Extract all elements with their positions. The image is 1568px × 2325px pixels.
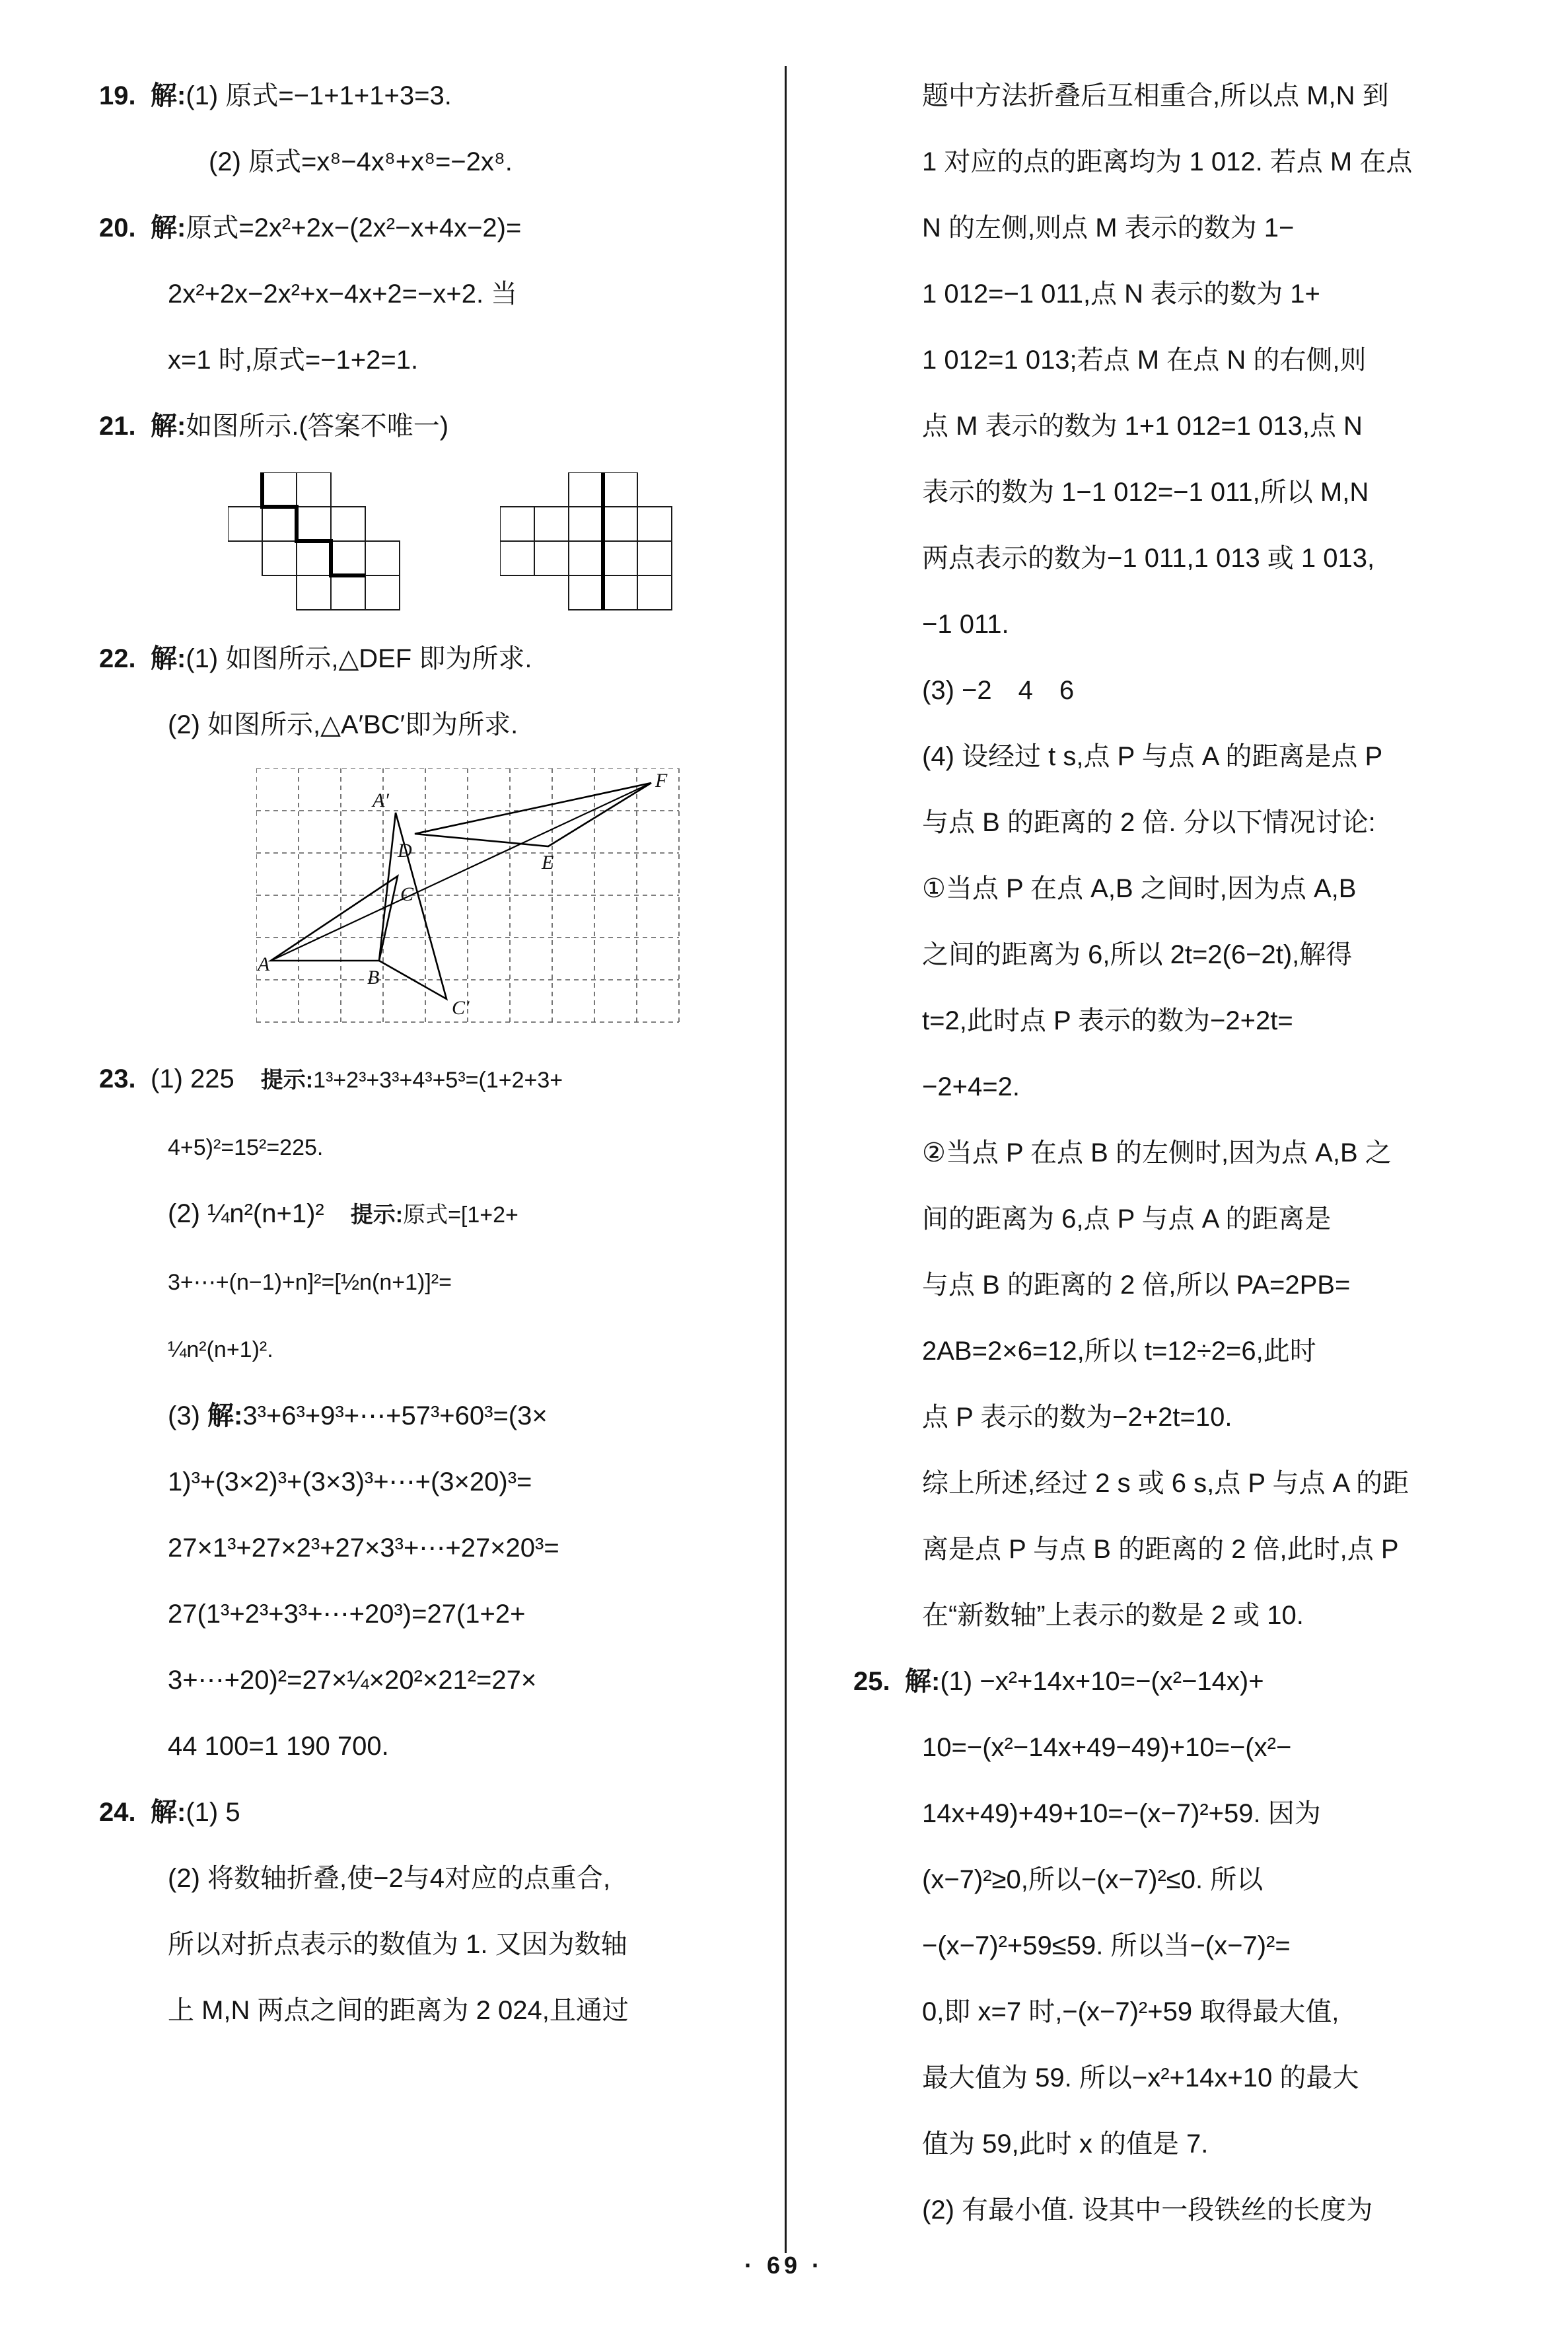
vertex-label-a: A [258, 953, 270, 975]
right-solution-line [853, 1781, 1507, 1847]
solution-text: 如图所示.(答案不唯一) [186, 412, 449, 441]
problem-number: 24. [99, 1798, 136, 1827]
problem-number: 20. [99, 213, 136, 242]
problem-number: 22. [99, 644, 136, 673]
right-solution-line [853, 1384, 1507, 1450]
left-solution-line [99, 1383, 766, 1449]
left-solution-line [99, 1113, 766, 1181]
dashed-grid-figure [256, 768, 692, 1033]
right-solution-line [853, 2111, 1507, 2177]
left-solution-line [99, 195, 766, 261]
solution-text: 与点 B 的距离的 2 倍. 分以下情况讨论: [922, 808, 1376, 837]
left-solution-line [99, 1647, 766, 1713]
solution-text: 值为 59,此时 x 的值是 7. [922, 2129, 1209, 2159]
grid-figure-right [500, 472, 673, 611]
right-solution-line [853, 1318, 1507, 1384]
triangle-def [415, 783, 651, 846]
solution-text: ②当点 P 在点 B 的左侧时,因为点 A,B 之 [922, 1138, 1392, 1167]
left-solution-line [99, 1911, 766, 1977]
solution-text: 3+⋯+(n−1)+n]²=[½n(n+1)]²= [168, 1270, 452, 1295]
solution-label: 解: [207, 1401, 243, 1430]
solution-text: 上 M,N 两点之间的距离为 2 024,且通过 [168, 1996, 629, 2025]
solution-text: (1) 如图所示,△DEF 即为所求. [186, 644, 532, 673]
problem-number: 19. [99, 81, 136, 110]
solution-text: 与点 B 的距离的 2 倍,所以 PA=2PB= [922, 1271, 1351, 1300]
column-divider [785, 66, 787, 2253]
right-solution-line [853, 1516, 1507, 1582]
solution-text: 原式=2x²+2x−(2x²−x+4x−2)= [186, 213, 522, 242]
solution-text: 表示的数为 1−1 012=−1 011,所以 M,N [922, 478, 1369, 507]
solution-text: 27(1³+2³+3³+⋯+20³)=27(1+2+ [168, 1600, 526, 1629]
right-solution-line [853, 195, 1507, 261]
problem-number: 23. [99, 1064, 136, 1093]
grid-cells [500, 472, 672, 610]
right-solution-line [853, 1913, 1507, 1979]
problem-number: 25. [853, 1667, 890, 1696]
solution-text: 之间的距离为 6,所以 2t=2(6−2t),解得 [922, 940, 1353, 969]
solution-label: 解: [151, 213, 186, 242]
solution-text: −(x−7)²+59≤59. 所以当−(x−7)²= [922, 1931, 1291, 1960]
right-solution-line [853, 1186, 1507, 1252]
solution-text: (2) 原式=x⁸−4x⁸+x⁸=−2x⁸. [209, 147, 513, 176]
left-solution-line [99, 1181, 766, 1248]
solution-text: N 的左侧,则点 M 表示的数为 1− [922, 213, 1295, 242]
left-solution-line [99, 1581, 766, 1647]
solution-text: 2x²+2x−2x²+x−4x+2=−x+2. 当 [168, 279, 518, 309]
solution-text: 1 对应的点的距离均为 1 012. 若点 M 在点 [922, 147, 1413, 176]
left-solution-line [99, 327, 766, 393]
right-solution-line [853, 1582, 1507, 1648]
solution-text: x=1 时,原式=−1+2=1. [168, 346, 419, 375]
vertex-label-d: D [398, 840, 412, 862]
right-solution-line [853, 459, 1507, 525]
solution-label: 提示: [350, 1202, 404, 1228]
figure-problem-22 [256, 768, 766, 1033]
solution-text: 原式=[1+2+ [403, 1202, 518, 1228]
solution-text: 1 012=1 013;若点 M 在点 N 的右侧,则 [922, 346, 1367, 375]
right-solution-line [853, 1120, 1507, 1186]
solution-text: (3) [168, 1401, 207, 1430]
solution-text: 最大值为 59. 所以−x²+14x+10 的最大 [922, 2063, 1359, 2092]
solution-text: −1 011. [922, 610, 1009, 639]
solution-text: ①当点 P 在点 A,B 之间时,因为点 A,B [922, 874, 1357, 903]
solution-label: 解: [905, 1667, 941, 1696]
left-solution-line [99, 692, 766, 758]
solution-text: (2) ¼n²(n+1)² [168, 1199, 351, 1228]
left-solution-line [99, 1713, 766, 1779]
page-number: · 69 · [744, 2252, 824, 2279]
right-solution-line [853, 525, 1507, 591]
solution-text: (x−7)²≥0,所以−(x−7)²≤0. 所以 [922, 1865, 1264, 1894]
solution-text: 点 P 表示的数为−2+2t=10. [922, 1403, 1232, 1432]
solution-text: (1) 225 [151, 1064, 261, 1093]
left-solution-line [99, 63, 766, 129]
figure-problem-21 [228, 472, 766, 611]
solution-text: 所以对折点表示的数值为 1. 又因为数轴 [168, 1930, 627, 1959]
left-solution-line [99, 1315, 766, 1383]
vertex-label-b: B [367, 967, 380, 988]
right-solution-line [853, 723, 1507, 790]
solution-text: (1) −x²+14x+10=−(x²−14x)+ [940, 1667, 1264, 1696]
solution-text: (2) 有最小值. 设其中一段铁丝的长度为 [922, 2196, 1373, 2225]
solution-text: (1) 5 [186, 1798, 240, 1827]
solution-text: (2) 如图所示,△A′BC′即为所求. [168, 710, 518, 739]
right-column [853, 63, 1507, 2243]
solution-text: 1³+2³+3³+4³+5³=(1+2+3+ [313, 1068, 563, 1093]
solution-text: 题中方法折叠后互相重合,所以点 M,N 到 [922, 81, 1389, 110]
solution-text: 1 012=−1 011,点 N 表示的数为 1+ [922, 279, 1320, 309]
right-solution-line [853, 1450, 1507, 1516]
left-solution-line [99, 1046, 766, 1113]
right-solution-line [853, 2177, 1507, 2243]
right-solution-line [853, 1252, 1507, 1318]
right-solution-line [853, 1054, 1507, 1120]
solution-text: 间的距离为 6,点 P 与点 A 的距离是 [922, 1204, 1332, 1234]
solution-label: 解: [151, 644, 186, 673]
solution-text: ¼n²(n+1)². [168, 1337, 273, 1362]
vertex-label-f: F [655, 770, 668, 792]
right-solution-line [853, 1648, 1507, 1715]
right-solution-line [853, 393, 1507, 459]
left-solution-line [99, 1515, 766, 1581]
vertex-label-a-prime: A′ [373, 790, 389, 811]
right-solution-line [853, 988, 1507, 1054]
right-solution-line [853, 790, 1507, 856]
solution-text: 综上所述,经过 2 s 或 6 s,点 P 与点 A 的距 [922, 1469, 1409, 1498]
solution-text: 两点表示的数为−1 011,1 013 或 1 013, [922, 544, 1375, 573]
solution-text: −2+4=2. [922, 1072, 1020, 1101]
solution-text: 14x+49)+49+10=−(x−7)²+59. 因为 [922, 1799, 1321, 1828]
solution-text: 2AB=2×6=12,所以 t=12÷2=6,此时 [922, 1337, 1316, 1366]
solution-text: 44 100=1 190 700. [168, 1732, 389, 1761]
left-column [99, 63, 766, 2044]
solution-text: 27×1³+27×2³+27×3³+⋯+27×20³= [168, 1533, 559, 1563]
bold-fold-line [262, 472, 365, 575]
right-solution-line [853, 1715, 1507, 1781]
solution-text: 3³+6³+9³+⋯+57³+60³=(3× [242, 1401, 548, 1430]
triangle-abc [271, 876, 398, 961]
right-solution-line [853, 63, 1507, 129]
problem-number: 21. [99, 412, 136, 441]
left-solution-line [99, 1779, 766, 1845]
right-solution-line [853, 2045, 1507, 2111]
solution-label: 解: [151, 412, 186, 441]
left-solution-line [99, 1248, 766, 1315]
right-solution-line [853, 922, 1507, 988]
right-solution-line [853, 657, 1507, 723]
right-solution-line [853, 856, 1507, 922]
left-solution-line [99, 1845, 766, 1911]
solution-text: 1)³+(3×2)³+(3×3)³+⋯+(3×20)³= [168, 1467, 532, 1496]
right-solution-line [853, 327, 1507, 393]
right-solution-line [853, 1847, 1507, 1913]
left-solution-line [99, 129, 766, 195]
grid-figure-left [228, 472, 401, 611]
right-solution-line [853, 591, 1507, 657]
solution-text: 离是点 P 与点 B 的距离的 2 倍,此时,点 P [922, 1535, 1399, 1564]
solution-label: 提示: [260, 1068, 314, 1093]
solution-text: 4+5)²=15²=225. [168, 1135, 324, 1160]
solution-label: 解: [151, 81, 186, 110]
vertex-label-e: E [542, 852, 554, 873]
left-solution-line [99, 1449, 766, 1515]
left-solution-line [99, 626, 766, 692]
solution-text: (2) 将数轴折叠,使−2与4对应的点重合, [168, 1864, 611, 1893]
solution-text: 3+⋯+20)²=27×¼×20²×21²=27× [168, 1666, 537, 1695]
solution-label: 解: [151, 1798, 186, 1827]
right-solution-line [853, 261, 1507, 327]
solution-text: (3) −2 4 6 [922, 676, 1075, 705]
solution-text: 0,即 x=7 时,−(x−7)²+59 取得最大值, [922, 1997, 1339, 2026]
solution-text: 10=−(x²−14x+49−49)+10=−(x²− [922, 1733, 1292, 1762]
solution-text: (4) 设经过 t s,点 P 与点 A 的距离是点 P [922, 742, 1383, 771]
dashed-grid [256, 768, 679, 1022]
vertex-label-c-prime: C′ [452, 997, 470, 1019]
left-solution-line [99, 393, 766, 459]
solution-text: t=2,此时点 P 表示的数为−2+2t= [922, 1006, 1293, 1035]
solution-text: 在“新数轴”上表示的数是 2 或 10. [922, 1601, 1304, 1630]
left-solution-line [99, 261, 766, 327]
right-solution-line [853, 1979, 1507, 2045]
page-footer [0, 2252, 1568, 2279]
solution-text: (1) 原式=−1+1+1+3=3. [186, 81, 452, 110]
right-solution-line [853, 129, 1507, 195]
left-solution-line [99, 1977, 766, 2044]
vertex-label-c: C [400, 883, 414, 905]
solution-text: 点 M 表示的数为 1+1 012=1 013,点 N [922, 412, 1363, 441]
